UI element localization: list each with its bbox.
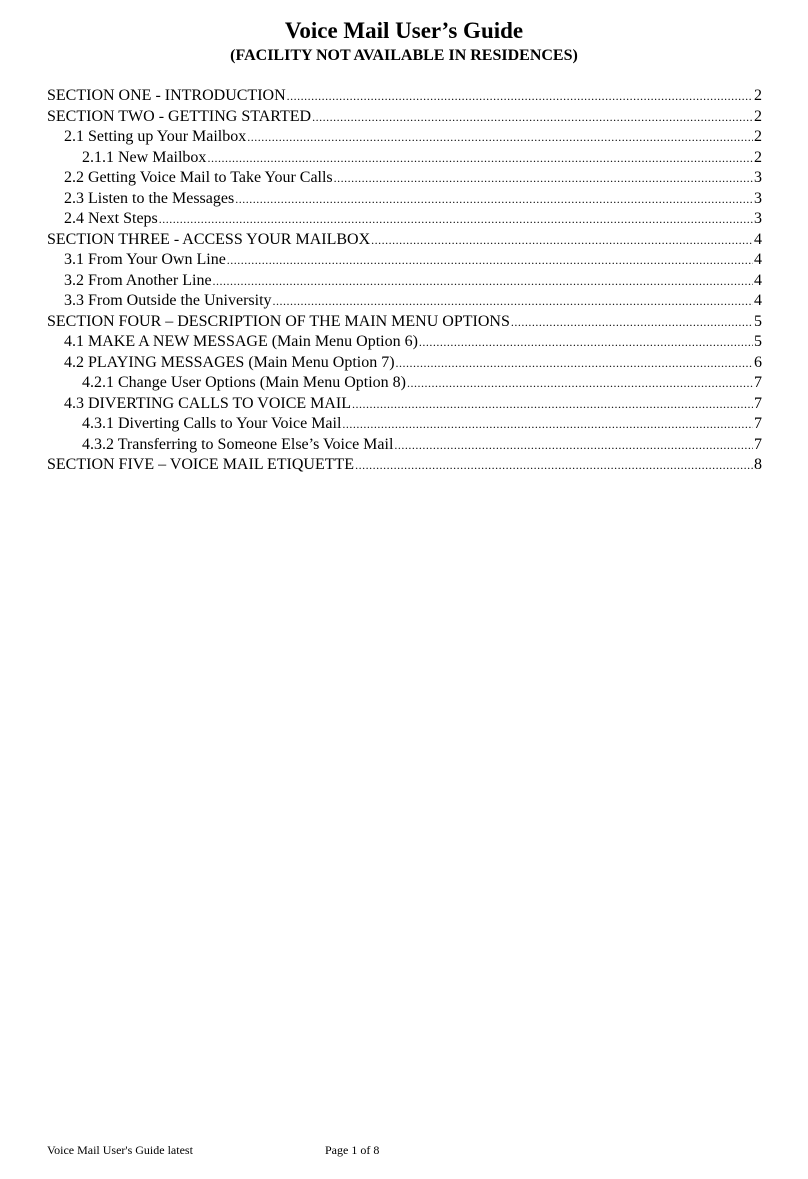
toc-entry-page-number: 4 [754,271,762,289]
toc-dot-leader [312,107,753,127]
toc-entry-title: SECTION FIVE – VOICE MAIL ETIQUETTE [47,456,355,473]
toc-entry[interactable] [47,373,762,394]
toc-dot-leader [247,127,753,147]
toc-entry-title: 4.3 DIVERTING CALLS TO VOICE MAIL [64,394,352,412]
toc-dot-leader [159,209,753,229]
toc-entry-page-number: 7 [754,394,762,412]
toc-dot-leader [287,86,753,106]
toc-entry-title: SECTION FOUR – DESCRIPTION OF THE MAIN MENU OPTIONS [47,312,510,330]
toc-dot-leader [355,455,753,475]
toc-entry[interactable] [47,86,762,107]
toc-entry-page-number: 4 [754,292,762,309]
toc-dot-leader [352,394,753,414]
toc-entry-page-number: 3 [754,210,762,227]
toc-entry[interactable] [47,394,762,415]
toc-entry[interactable] [47,107,762,128]
footer-page-info: Page 1 of 8 [325,1143,380,1157]
toc-dot-leader [235,189,753,209]
toc-entry[interactable] [47,312,762,333]
toc-entry-page-number: 8 [754,456,762,473]
toc-entry[interactable] [47,414,762,435]
toc-dot-leader [207,148,753,168]
toc-entry-title: 4.3.1 Diverting Calls to Your Voice Mail [82,415,342,432]
toc-entry[interactable] [47,209,762,230]
table-of-contents [47,86,762,476]
toc-entry[interactable] [47,291,762,312]
toc-entry-page-number: 2 [754,107,762,125]
toc-entry-title: 2.2 Getting Voice Mail to Take Your Calls [64,169,333,186]
toc-dot-leader [407,373,753,393]
document-title: Voice Mail User’s Guide [284,18,524,43]
toc-entry-page-number: 5 [754,333,762,350]
toc-entry-page-number: 4 [754,230,762,248]
toc-entry[interactable] [47,271,762,292]
toc-dot-leader [334,168,753,188]
toc-entry-title: 3.2 From Another Line [64,271,212,289]
toc-entry-title: 4.3.2 Transferring to Someone Else’s Voice Mail [82,435,394,453]
toc-entry[interactable] [47,168,762,189]
toc-entry-title: 4.2.1 Change User Options (Main Menu Option 8) [82,374,406,391]
toc-entry-title: 4.1 MAKE A NEW MESSAGE (Main Menu Option 6) [64,333,418,350]
toc-entry-title: 2.3 Listen to the Messages [64,189,235,207]
toc-entry-page-number: 2 [754,128,762,145]
toc-entry-title: 2.1.1 New Mailbox [82,148,207,166]
toc-dot-leader [273,291,753,311]
toc-dot-leader [213,271,753,291]
toc-dot-leader [394,435,753,455]
document-subtitle: (FACILITY NOT AVAILABLE IN RESIDENCES) [230,47,578,64]
toc-entry-page-number: 7 [754,374,762,391]
toc-dot-leader [342,414,753,434]
toc-dot-leader [396,353,753,373]
toc-entry[interactable] [47,353,762,374]
toc-entry-page-number: 2 [754,87,762,104]
toc-entry-title: 2.1 Setting up Your Mailbox [64,128,247,145]
toc-dot-leader [419,332,753,352]
toc-entry-page-number: 7 [754,435,762,453]
toc-entry-page-number: 6 [754,353,762,371]
toc-dot-leader [511,312,753,332]
toc-entry-page-number: 7 [754,415,762,432]
toc-entry-page-number: 4 [754,251,762,268]
toc-entry[interactable] [47,250,762,271]
toc-entry-page-number: 3 [754,189,762,207]
toc-entry-page-number: 3 [754,169,762,186]
toc-entry-title: 3.1 From Your Own Line [64,251,226,268]
toc-entry-title: 3.3 From Outside the University [64,292,272,309]
toc-entry[interactable] [47,435,762,456]
toc-entry-title: 4.2 PLAYING MESSAGES (Main Menu Option 7) [64,353,395,371]
toc-entry[interactable] [47,148,762,169]
toc-entry[interactable] [47,189,762,210]
toc-entry-title: SECTION TWO - GETTING STARTED [47,107,312,125]
toc-entry-title: 2.4 Next Steps [64,210,158,227]
toc-entry[interactable] [47,455,762,476]
toc-dot-leader [371,230,753,250]
toc-dot-leader [227,250,753,270]
toc-entry[interactable] [47,127,762,148]
toc-entry[interactable] [47,230,762,251]
toc-entry-title: SECTION THREE - ACCESS YOUR MAILBOX [47,230,371,248]
footer-document-name: Voice Mail User's Guide latest [47,1143,193,1157]
toc-entry-page-number: 5 [754,312,762,330]
toc-entry-page-number: 2 [754,148,762,166]
toc-entry-title: SECTION ONE - INTRODUCTION [47,87,286,104]
toc-entry[interactable] [47,332,762,353]
